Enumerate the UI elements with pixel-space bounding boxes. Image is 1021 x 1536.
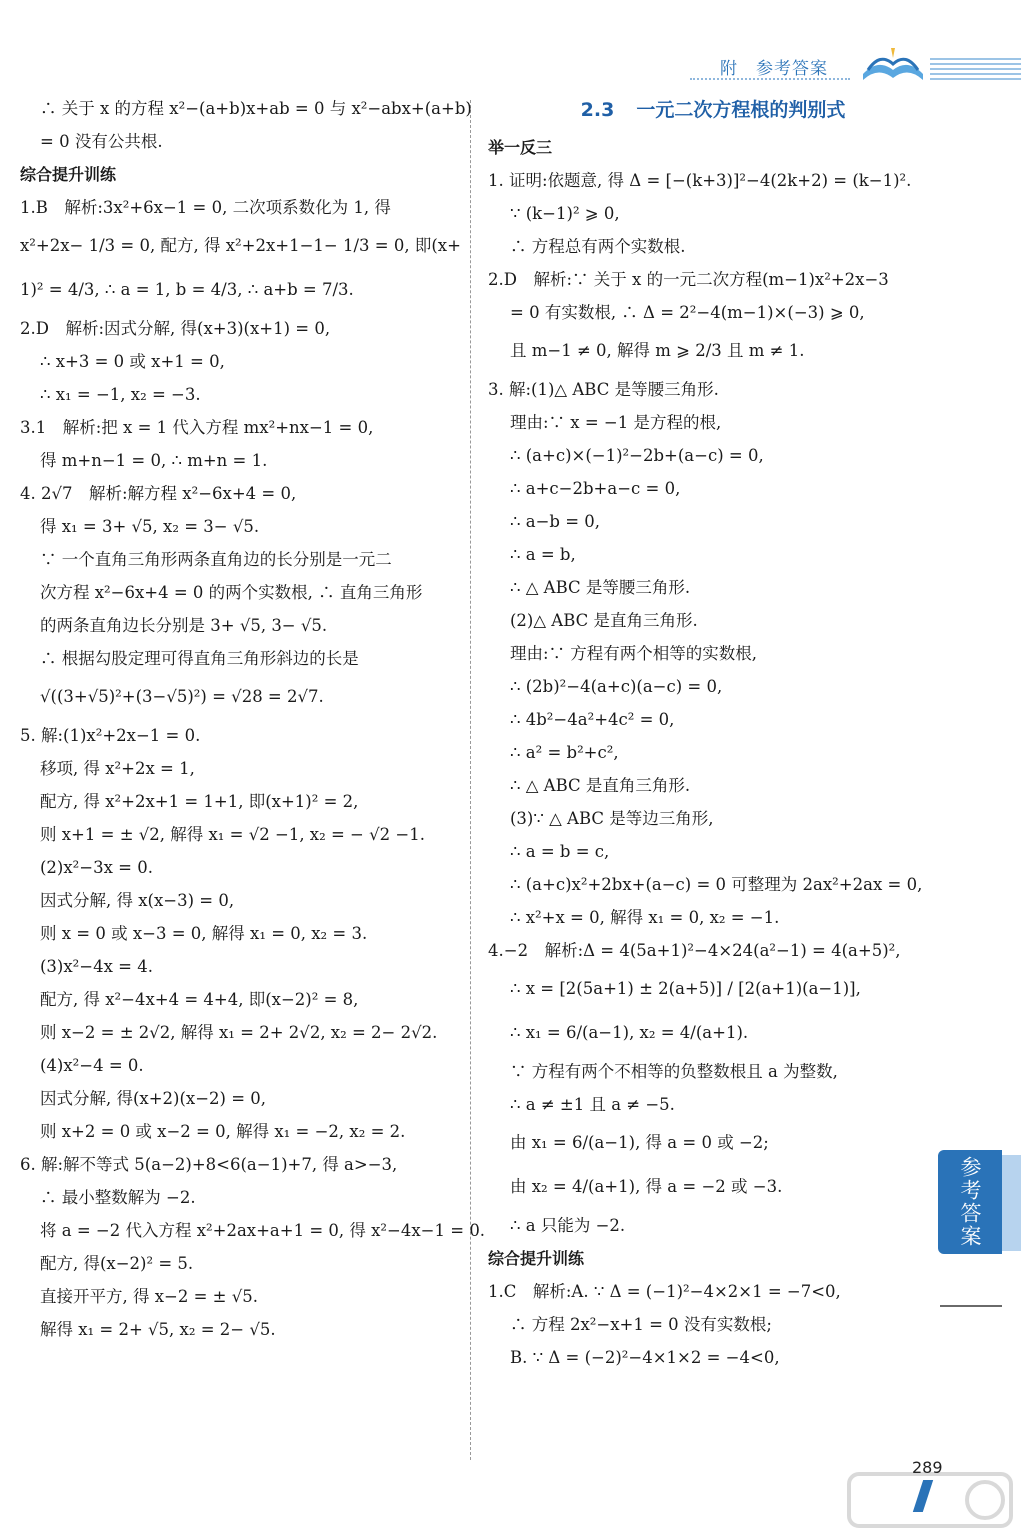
answer-line: 1)² = 4/3, ∴ a = 1, b = 4/3, ∴ a+b = 7/3. xyxy=(20,280,354,299)
section-heading: 举一反三 xyxy=(488,138,553,157)
section-heading: 综合提升训练 xyxy=(488,1249,585,1268)
section-title xyxy=(488,94,938,127)
answer-line: 4.−2 解析:Δ = 4(5a+1)²−4×24(a²−1) = 4(a+5)², xyxy=(488,941,901,960)
answer-line: ∴ x+3 = 0 或 x+1 = 0, xyxy=(40,352,225,371)
answer-line: (3)x²−4x = 4. xyxy=(40,957,153,976)
answer-line: 则 x−2 = ± 2√2, 解得 x₁ = 2+ 2√2, x₂ = 2− 2√2. xyxy=(40,1023,438,1042)
answer-line: ∴ a−b = 0, xyxy=(510,512,601,531)
answer-line: ∵ (k−1)² ⩾ 0, xyxy=(510,204,620,223)
answer-line: 4. 2√7 解析:解方程 x²−6x+4 = 0, xyxy=(20,484,297,503)
answer-line: 直接开平方, 得 x−2 = ± √5. xyxy=(40,1287,259,1306)
answer-line: ∴ 最小整数解为 −2. xyxy=(40,1188,196,1207)
answer-line: ∴ x₁ = 6/(a−1), x₂ = 4/(a+1). xyxy=(510,1023,749,1042)
answer-line: 6. 解:解不等式 5(a−2)+8<6(a−1)+7, 得 a>−3, xyxy=(20,1155,398,1174)
answer-line: = 0 有实数根, ∴ Δ = 2²−4(m−1)×(−3) ⩾ 0, xyxy=(510,303,865,322)
header-stripes xyxy=(930,58,1021,80)
answer-line: ∴ 4b²−4a²+4c² = 0, xyxy=(510,710,675,729)
section-heading: 综合提升训练 xyxy=(20,165,117,184)
answer-line: 将 a = −2 代入方程 x²+2ax+a+1 = 0, 得 x²−4x−1 = 0. xyxy=(40,1221,486,1240)
answer-line: 配方, 得 x²+2x+1 = 1+1, 即(x+1)² = 2, xyxy=(40,792,359,811)
page-number: 289 xyxy=(912,1458,943,1477)
answer-line: ∴ (a+c)x²+2bx+(a−c) = 0 可整理为 2ax²+2ax = 0, xyxy=(510,875,923,894)
answer-line: ∴ a² = b²+c², xyxy=(510,743,619,762)
right-column xyxy=(488,92,938,1374)
answer-line: (3)∵ △ ABC 是等边三角形, xyxy=(510,809,714,828)
answer-line: 因式分解, 得(x+2)(x−2) = 0, xyxy=(40,1089,267,1108)
answer-line: ∵ 一个直角三角形两条直角边的长分别是一元二 xyxy=(40,550,392,569)
answer-line: 1.C 解析:A. ∵ Δ = (−1)²−4×2×1 = −7<0, xyxy=(488,1282,841,1301)
answer-line: 因式分解, 得 x(x−3) = 0, xyxy=(40,891,235,910)
answer-line: 理由:∵ 方程有两个相等的实数根, xyxy=(510,644,758,663)
section-title-text: 一元二次方程根的判别式 xyxy=(636,99,846,121)
answer-line: 2.D 解析:∵ 关于 x 的一元二次方程(m−1)x²+2x−3 xyxy=(488,270,889,289)
answer-line: 3. 解:(1)△ ABC 是等腰三角形. xyxy=(488,380,719,399)
answer-line: ∴ a = b = c, xyxy=(510,842,610,861)
answer-line: 1. 证明:依题意, 得 Δ = [−(k+3)]²−4(2k+2) = (k−1)². xyxy=(488,171,912,190)
answer-line: ∴ 根据勾股定理可得直角三角形斜边的长是 xyxy=(40,649,359,668)
answer-line: ∴ x²+x = 0, 解得 x₁ = 0, x₂ = −1. xyxy=(510,908,780,927)
answer-line: 移项, 得 x²+2x = 1, xyxy=(40,759,195,778)
answer-line: ∴ 方程总有两个实数根. xyxy=(510,237,686,256)
answer-line: ∴ a+c−2b+a−c = 0, xyxy=(510,479,681,498)
answer-line: ∴ (2b)²−4(a+c)(a−c) = 0, xyxy=(510,677,723,696)
answer-line: 次方程 x²−6x+4 = 0 的两个实数根, ∴ 直角三角形 xyxy=(40,583,423,602)
answer-line: 1.B 解析:3x²+6x−1 = 0, 二次项系数化为 1, 得 xyxy=(20,198,391,217)
answer-line: = 0 没有公共根. xyxy=(40,132,163,151)
answer-line: ∴ 关于 x 的方程 x²−(a+b)x+ab = 0 与 x²−abx+(a+b) xyxy=(40,99,472,118)
answer-line: 理由:∵ x = −1 是方程的根, xyxy=(510,413,722,432)
answer-line: (4)x²−4 = 0. xyxy=(40,1056,144,1075)
answer-line: ∴ a ≠ ±1 且 a ≠ −5. xyxy=(510,1095,675,1114)
answer-line: 则 x+2 = 0 或 x−2 = 0, 解得 x₁ = −2, x₂ = 2. xyxy=(40,1122,406,1141)
answer-line: ∴ △ ABC 是直角三角形. xyxy=(510,776,691,795)
answer-line: ∴ a 只能为 −2. xyxy=(510,1216,626,1235)
right-column-body xyxy=(488,131,938,1374)
answer-line: B. ∵ Δ = (−2)²−4×1×2 = −4<0, xyxy=(510,1348,780,1367)
answer-line: 的两条直角边长分别是 3+ √5, 3− √5. xyxy=(40,616,328,635)
answer-line: ∴ x₁ = −1, x₂ = −3. xyxy=(40,385,201,404)
answer-line: 解得 x₁ = 2+ √5, x₂ = 2− √5. xyxy=(40,1320,276,1339)
left-column xyxy=(20,92,486,1346)
answer-line: (2)x²−3x = 0. xyxy=(40,858,153,877)
answer-line: 且 m−1 ≠ 0, 解得 m ⩾ 2/3 且 m ≠ 1. xyxy=(510,341,805,360)
header-title: 附 参考答案 xyxy=(720,59,828,79)
open-book-icon xyxy=(858,44,928,84)
answer-line: ∴ x = [2(5a+1) ± 2(a+5)] / [2(a+1)(a−1)], xyxy=(510,979,861,998)
answer-line: x²+2x− 1/3 = 0, 配方, 得 x²+2x+1−1− 1/3 = 0, 即(x+ xyxy=(20,236,461,255)
answer-line: √((3+√5)²+(3−√5)²) = √28 = 2√7. xyxy=(40,687,324,706)
page-header xyxy=(690,44,1021,88)
answer-line: 则 x = 0 或 x−3 = 0, 解得 x₁ = 0, x₂ = 3. xyxy=(40,924,368,943)
answer-line: ∴ (a+c)×(−1)²−2b+(a−c) = 0, xyxy=(510,446,764,465)
answer-line: 则 x+1 = ± √2, 解得 x₁ = √2 −1, x₂ = − √2 −1. xyxy=(40,825,425,844)
section-number: 2.3 xyxy=(580,99,615,121)
answer-line: 配方, 得 x²−4x+4 = 4+4, 即(x−2)² = 8, xyxy=(40,990,359,1009)
header-dotted-line xyxy=(690,78,850,80)
answer-line: 3.1 解析:把 x = 1 代入方程 mx²+nx−1 = 0, xyxy=(20,418,374,437)
answer-line: ∴ a = b, xyxy=(510,545,576,564)
answer-line: 得 m+n−1 = 0, ∴ m+n = 1. xyxy=(40,451,268,470)
answer-line: 得 x₁ = 3+ √5, x₂ = 3− √5. xyxy=(40,517,260,536)
answer-line: 5. 解:(1)x²+2x−1 = 0. xyxy=(20,726,201,745)
answer-line: 配方, 得(x−2)² = 5. xyxy=(40,1254,194,1273)
answer-line: ∴ △ ABC 是等腰三角形. xyxy=(510,578,691,597)
answer-line: (2)△ ABC 是直角三角形. xyxy=(510,611,698,630)
answer-line: ∵ 方程有两个不相等的负整数根且 a 为整数, xyxy=(510,1062,838,1081)
answer-line: 由 x₁ = 6/(a−1), 得 a = 0 或 −2; xyxy=(510,1133,769,1152)
answer-line: 由 x₂ = 4/(a+1), 得 a = −2 或 −3. xyxy=(510,1177,783,1196)
column-divider xyxy=(470,100,471,1460)
side-tab-answers[interactable]: 参考答案 xyxy=(938,1150,1002,1254)
side-tab-edge xyxy=(1002,1155,1021,1251)
side-rule xyxy=(940,1305,1002,1307)
watermark-logo xyxy=(845,1470,1015,1530)
answer-line: ∴ 方程 2x²−x+1 = 0 没有实数根; xyxy=(510,1315,772,1334)
answer-line: 2.D 解析:因式分解, 得(x+3)(x+1) = 0, xyxy=(20,319,331,338)
